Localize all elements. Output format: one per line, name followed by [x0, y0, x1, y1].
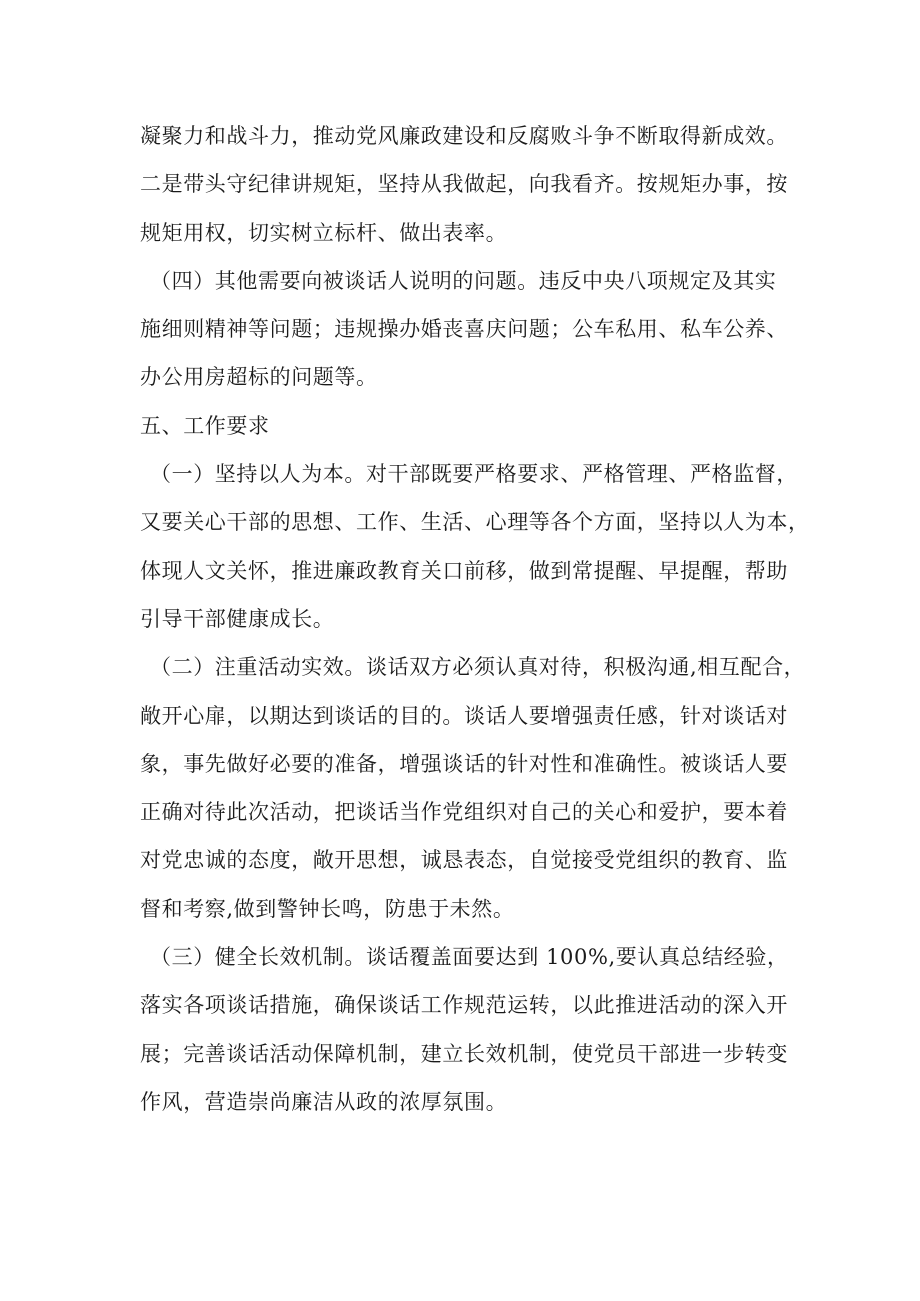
text-line: 办公用房超标的问题等。 — [140, 365, 378, 390]
text-line: （三）健全长效机制。谈话覆盖面要达到 100%,要认真总结经验， — [150, 945, 789, 970]
text-line: 展；完善谈话活动保障机制，建立长效机制，使党员干部进一步转变 — [140, 1041, 788, 1066]
paragraph-long-term-mechanism — [140, 933, 802, 1126]
text-line: （二）注重活动实效。谈话双方必须认真对待，积极沟通,相互配合， — [150, 655, 806, 680]
text-line: 落实各项谈话措施，确保谈话工作规范运转，以此推进活动的深入开 — [140, 993, 788, 1018]
paragraph-effectiveness — [140, 643, 806, 933]
paragraph-continuation — [140, 112, 802, 257]
text-line: 体现人文关怀，推进廉政教育关口前移，做到常提醒、早提醒，帮助 — [140, 558, 788, 583]
text-line: 施细则精神等问题；违规操办婚丧喜庆问题；公车私用、私车公养、 — [140, 317, 788, 342]
text-line: 引导干部健康成长。 — [140, 606, 335, 631]
paragraph-people-oriented — [140, 450, 810, 643]
document-body — [140, 112, 810, 1126]
text-line: 凝聚力和战斗力，推动党风廉政建设和反腐败斗争不断取得新成效。 — [140, 124, 788, 148]
text-line: 督和考察,做到警钟长鸣，防患于未然。 — [140, 896, 515, 921]
text-line: 对党忠诚的态度，敞开思想，诚恳表态，自觉接受党组织的教育、监 — [140, 848, 788, 873]
text-line: 规矩用权，切实树立标杆、做出表率。 — [140, 220, 508, 245]
text-line: 象，事先做好必要的准备，增强谈话的针对性和准确性。被谈话人要 — [140, 751, 788, 776]
text-line: （一）坚持以人为本。对干部既要严格要求、严格管理、严格监督， — [150, 462, 798, 487]
text-line: 作风，营造崇尚廉洁从政的浓厚氛围。 — [140, 1089, 508, 1114]
paragraph-other-issues — [140, 257, 802, 402]
section-heading — [140, 402, 802, 450]
text-line: 二是带头守纪律讲规矩，坚持从我做起，向我看齐。按规矩办事，按 — [140, 172, 788, 197]
heading-work-requirements: 五、工作要求 — [140, 413, 270, 438]
text-line: 敞开心扉，以期达到谈话的目的。谈话人要增强责任感，针对谈话对 — [140, 703, 788, 728]
text-line: 又要关心干部的思想、工作、生活、心理等各个方面，坚持以人为本， — [140, 510, 810, 535]
text-line: 正确对待此次活动，把谈话当作党组织对自己的关心和爱护，要本着 — [140, 800, 788, 825]
text-line: （四）其他需要向被谈话人说明的问题。违反中央八项规定及其实 — [150, 268, 777, 293]
